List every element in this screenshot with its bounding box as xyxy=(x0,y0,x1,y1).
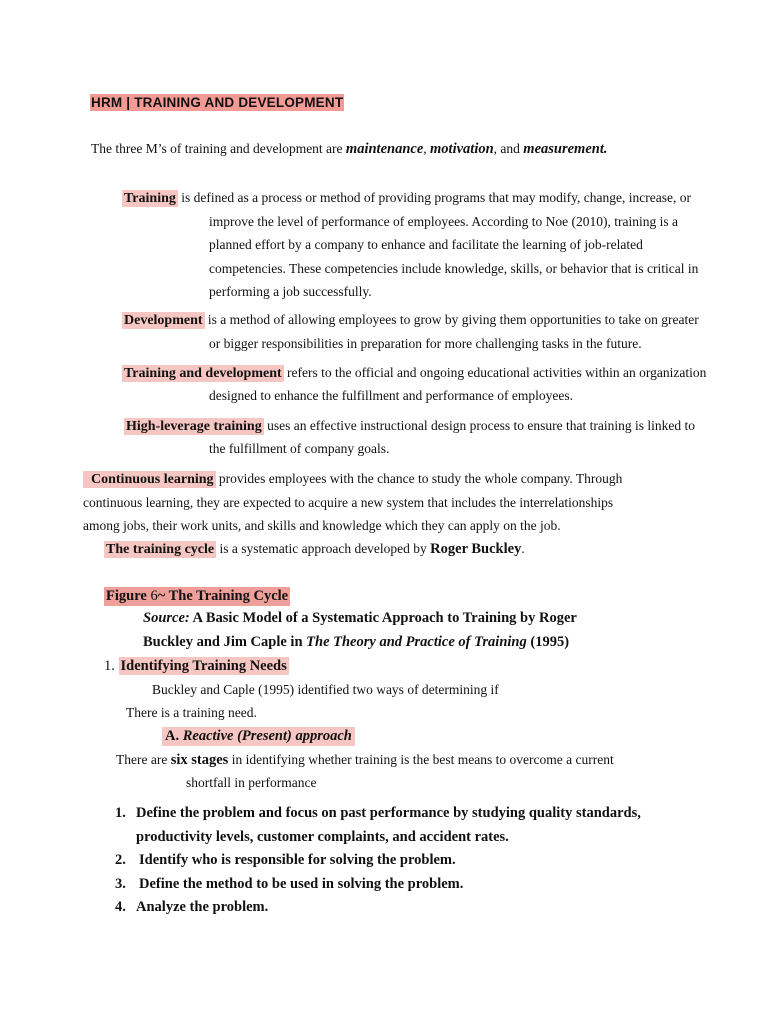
step-text: Define the method to be used in solving the problem. xyxy=(139,876,464,892)
def-continuous-line: continuous learning, they are expected to acquire a new system that includes the interrelationships xyxy=(83,495,614,510)
source-text2: Buckley and Jim Caple in xyxy=(143,634,307,650)
source-year: (1995) xyxy=(526,634,570,650)
source-book: The Theory and Practice of Training xyxy=(306,634,527,650)
step-number: 1. xyxy=(115,805,126,821)
figure-label: Figure xyxy=(106,588,151,604)
source-text1: A Basic Model of a Systematic Approach to Training by Roger xyxy=(189,610,577,626)
figure-caption xyxy=(104,587,290,606)
figure-number: 6 xyxy=(150,588,158,604)
six-stages-rest: in identifying whether training is the best means to overcome a current xyxy=(228,752,614,767)
def-hlt-line: the fulfillment of company goals. xyxy=(209,441,390,456)
def-tnd-line: designed to enhance the fulfillment and performance of employees. xyxy=(209,388,573,403)
section-1-line1: Buckley and Caple (1995) identified two ways of determining if xyxy=(152,682,499,697)
section-1-line2: There is a training need. xyxy=(126,705,257,720)
def-cycle-text: is a systematic approach developed by xyxy=(216,541,431,556)
term-continuous-learning: Continuous learning xyxy=(83,471,216,488)
intro-sep2: , and xyxy=(493,141,524,156)
source-label: Source: xyxy=(143,610,190,626)
def-cycle xyxy=(104,541,525,558)
def-training-first xyxy=(122,190,691,207)
step-text: Analyze the problem. xyxy=(136,899,269,915)
step-number: 3. xyxy=(115,876,126,892)
figure-title: ~ The Training Cycle xyxy=(157,588,289,604)
subsection-a-title: Reactive (Present) approach xyxy=(182,728,352,744)
step-item xyxy=(115,852,456,869)
term-training-and-development: Training and development xyxy=(124,366,282,381)
section-1-number: 1. xyxy=(104,658,119,674)
def-continuous-text: provides employees with the chance to study the whole company. Through xyxy=(215,471,623,486)
intro-lead: The three M’s of training and development are xyxy=(91,141,346,156)
term-training-cycle: The training cycle xyxy=(106,542,215,557)
figure-source-line2 xyxy=(143,634,569,651)
subsection-a-label: A. xyxy=(165,728,183,744)
section-1-title: Identifying Training Needs xyxy=(120,658,287,674)
subsection-a-heading xyxy=(162,727,355,746)
intro-paragraph xyxy=(91,141,607,158)
figure-source-line1 xyxy=(143,610,577,627)
def-tnd-text: refers to the official and ongoing educational activities within an organization xyxy=(283,365,707,380)
def-continuous-line: among jobs, their work units, and skills and knowledge which they can apply on the job. xyxy=(83,518,561,533)
def-development-text: is a method of allowing employees to grow by giving them opportunities to take on greater xyxy=(204,312,699,327)
def-training-line: competencies. These competencies include knowledge, skills, or behavior that is critical in xyxy=(209,261,699,276)
cycle-end: . xyxy=(521,541,525,556)
term-training: Training xyxy=(124,191,176,206)
step-text: Define the problem and focus on past performance by studying quality standards, xyxy=(136,805,641,821)
def-continuous-first xyxy=(83,471,622,488)
six-stages-lead: There are xyxy=(116,752,171,767)
six-stages-paragraph xyxy=(116,752,614,769)
def-development-first xyxy=(122,312,699,329)
intro-m3: measurement. xyxy=(523,141,608,157)
def-training-line: improve the level of performance of employees. According to Noe (2010), training is a xyxy=(209,214,678,229)
step-item xyxy=(115,805,641,822)
def-hlt-first xyxy=(124,418,695,435)
intro-m1: maintenance xyxy=(345,141,424,157)
step-continuation xyxy=(136,829,509,846)
page-heading: HRM | TRAINING AND DEVELOPMENT xyxy=(91,95,344,110)
section-1-heading xyxy=(104,658,289,675)
term-development: Development xyxy=(124,313,203,328)
step-text-cont: productivity levels, customer complaints, and accident rates. xyxy=(136,829,509,845)
intro-m2: motivation xyxy=(430,141,494,157)
step-item xyxy=(115,899,268,916)
def-training-line: performing a job successfully. xyxy=(209,284,372,299)
def-training-line: planned effort by a company to enhance and facilitate the learning of job-related xyxy=(209,237,643,252)
intro-sep1: , xyxy=(423,141,431,156)
step-number: 4. xyxy=(115,899,126,915)
def-development-line: or bigger responsibilities in preparation for more challenging tasks in the future. xyxy=(209,336,642,351)
six-stages-bold: six stages xyxy=(170,752,229,768)
cycle-author: Roger Buckley xyxy=(430,541,522,557)
step-item xyxy=(115,876,463,893)
def-tnd-first xyxy=(122,365,706,382)
six-stages-line2: shortfall in performance xyxy=(186,775,317,790)
term-high-leverage-training: High-leverage training xyxy=(126,419,262,434)
def-hlt-text: uses an effective instructional design process to ensure that training is linked to xyxy=(263,418,695,433)
def-training-text: is defined as a process or method of providing programs that may modify, change, increase, or xyxy=(177,190,691,205)
step-text: Identify who is responsible for solving the problem. xyxy=(139,852,456,868)
step-number: 2. xyxy=(115,852,126,868)
